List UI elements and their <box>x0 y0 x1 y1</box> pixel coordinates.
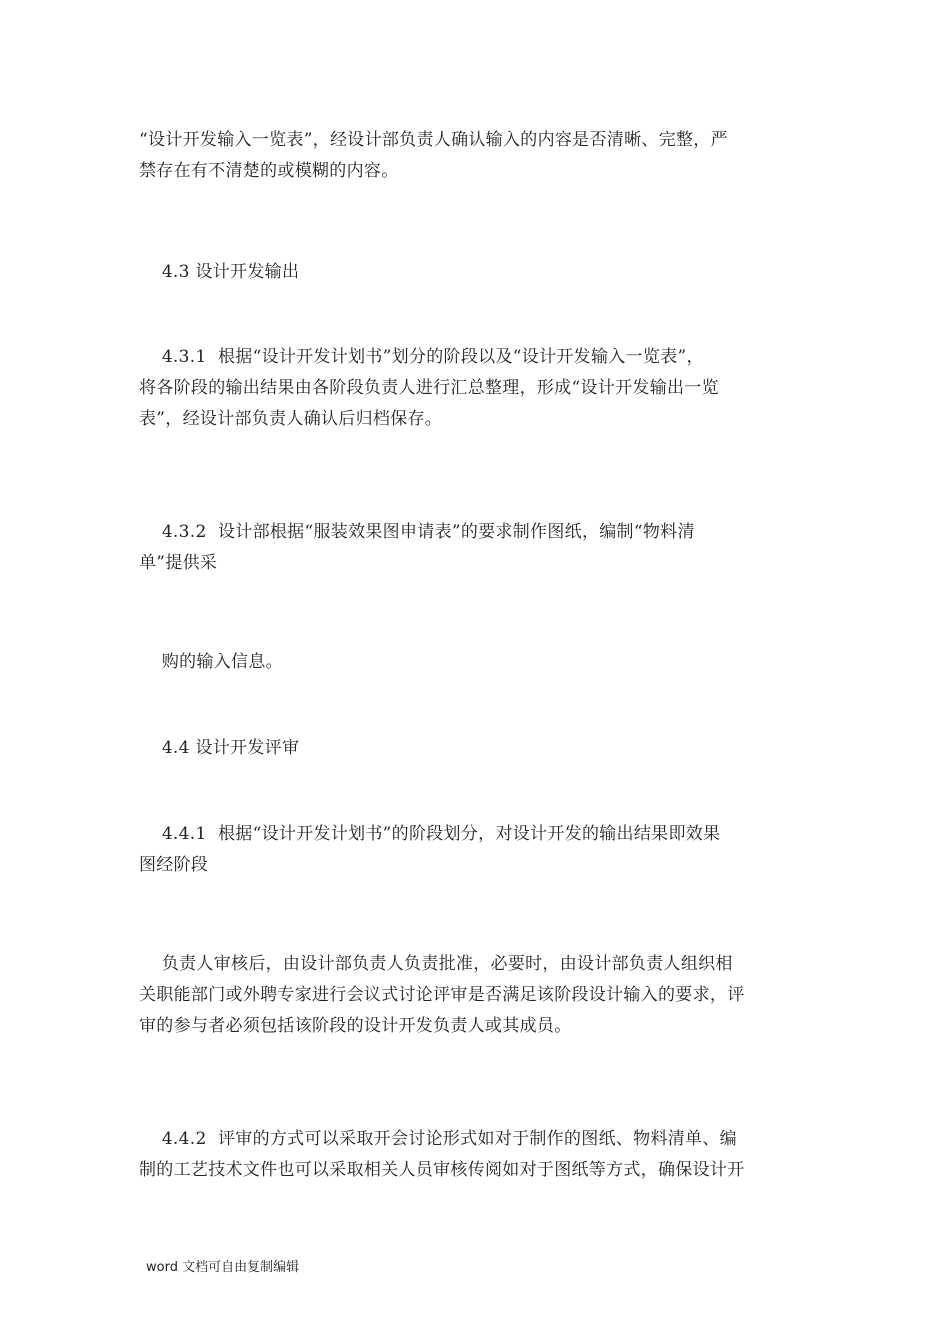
paragraph-4-4-1 <box>139 819 814 881</box>
text-line: “设计开发输入一览表”，经设计部负责人确认输入的内容是否清晰、完整，严 <box>139 130 728 150</box>
text-line: 负责人审核后，由设计部负责人负责批准，必要时，由设计部负责人组织相 <box>139 954 733 974</box>
paragraph-review-approval <box>139 949 814 1042</box>
paragraph-procurement-info <box>139 647 814 678</box>
text-line: 购的输入信息。 <box>139 652 283 672</box>
text-line: 单”提供采 <box>139 553 218 573</box>
heading-4-3-design-output <box>139 257 814 288</box>
paragraph-input-list-confirm <box>139 125 814 187</box>
text-line: 制的工艺技术文件也可以采取相关人员审核传阅如对于图纸等方式，确保设计开 <box>139 1160 745 1180</box>
footer-note: word 文档可自由复制编辑 <box>146 1260 300 1275</box>
text-line: 将各阶段的输出结果由各阶段负责人进行汇总整理，形成“设计开发输出一览 <box>139 378 719 398</box>
paragraph-4-3-1 <box>139 342 814 435</box>
text-line: 4.3.2 设计部根据“服装效果图申请表”的要求制作图纸，编制“物料清 <box>139 522 695 542</box>
text-line: 审的参与者必须包括该阶段的设计开发负责人或其成员。 <box>139 1016 572 1036</box>
heading-4-4-design-review <box>139 733 814 764</box>
paragraph-4-4-2 <box>139 1124 814 1186</box>
text-line: 4.3.1 根据“设计开发计划书”划分的阶段以及“设计开发输入一览表”， <box>139 347 704 367</box>
text-line: 图经阶段 <box>139 855 209 875</box>
text-line: 关职能部门或外聘专家进行会议式讨论评审是否满足该阶段设计输入的要求，评 <box>139 985 745 1005</box>
text-line: 4.4 设计开发评审 <box>139 738 300 758</box>
text-line: 4.4.1 根据“设计开发计划书”的阶段划分，对设计开发的输出结果即效果 <box>139 824 721 844</box>
paragraph-4-3-2 <box>139 517 814 579</box>
text-line: 禁存在有不清楚的或模糊的内容。 <box>139 161 399 181</box>
text-line: 表”，经设计部负责人确认后归档保存。 <box>139 409 443 429</box>
text-line: 4.3 设计开发输出 <box>139 262 300 282</box>
text-line: 4.4.2 评审的方式可以采取开会讨论形式如对于制作的图纸、物料清单、编 <box>139 1129 737 1149</box>
